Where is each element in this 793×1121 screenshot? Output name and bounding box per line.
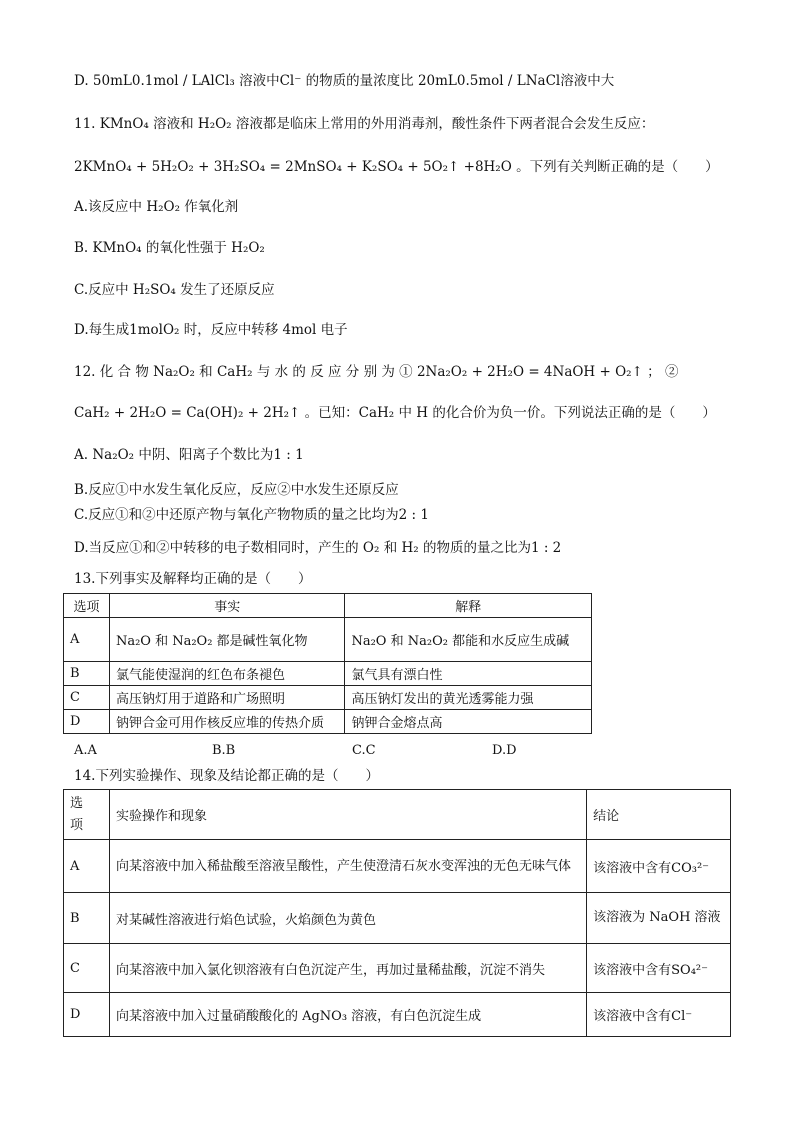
q12-option-a: A. Na₂O₂ 中阴、阳离子个数比为1 : 1 (74, 447, 304, 463)
q12-option-b: B.反应①中水发生氧化反应，反应②中水发生还原反应 (74, 482, 399, 498)
header-option: 选 项 (64, 790, 110, 840)
row-explanation: 高压钠灯发出的黄光透雾能力强 (345, 686, 592, 710)
choice-d: D.D (492, 743, 517, 758)
table-row (64, 618, 592, 662)
row-option: B (64, 893, 110, 944)
row-option: D (64, 710, 110, 734)
row-operation: 向某溶液中加入稀盐酸至溶液呈酸性，产生使澄清石灰水变浑浊的无色无味气体 (109, 840, 586, 893)
q14-table (63, 789, 731, 1037)
row-operation: 对某碱性溶液进行焰色试验，火焰颜色为黄色 (109, 893, 586, 944)
row-fact: Na₂O 和 Na₂O₂ 都是碱性氧化物 (109, 618, 345, 662)
table-header-row (64, 790, 731, 840)
q11-option-a: A.该反应中 H₂O₂ 作氧化剂 (74, 199, 239, 215)
header-explanation: 解释 (345, 594, 592, 618)
table-header-row (64, 594, 592, 618)
table-row (64, 662, 592, 686)
row-operation: 向某溶液中加入过量硝酸酸化的 AgNO₃ 溶液，有白色沉淀生成 (109, 993, 586, 1037)
choice-c: C.C (352, 743, 376, 758)
row-option: B (64, 662, 110, 686)
choice-a: A.A (74, 743, 97, 758)
q13-table (63, 593, 592, 734)
row-operation: 向某溶液中加入氯化钡溶液有白色沉淀产生，再加过量稀盐酸，沉淀不消失 (109, 944, 586, 993)
header-option: 选项 (64, 594, 110, 618)
row-option: A (64, 840, 110, 893)
table-row (64, 840, 731, 893)
q11-stem-line1: 11. KMnO₄ 溶液和 H₂O₂ 溶液都是临床上常用的外用消毒剂，酸性条件下两者混合会发生反应： (74, 116, 655, 132)
row-conclusion: 该溶液中含有SO₄²⁻ (587, 944, 731, 993)
q12-option-d: D.当反应①和②中转移的电子数相同时，产生的 O₂ 和 H₂ 的物质的量之比为1 : 2 (74, 540, 562, 556)
row-option: D (64, 993, 110, 1037)
table-row (64, 893, 731, 944)
table-row (64, 686, 592, 710)
header-operation: 实验操作和现象 (109, 790, 586, 840)
table-row (64, 710, 592, 734)
q11-option-d: D.每生成1molO₂ 时，反应中转移 4mol 电子 (74, 322, 348, 338)
q12-stem-line1: 12. 化 合 物 Na₂O₂ 和 CaH₂ 与 水 的 反 应 分 别 为 ① 2Na₂O₂ + 2H₂O = 4NaOH + O₂↑ ； ② (74, 364, 679, 380)
row-conclusion: 该溶液中含有Cl⁻ (587, 993, 731, 1037)
q11-option-c: C.反应中 H₂SO₄ 发生了还原反应 (74, 282, 275, 298)
header-conclusion: 结论 (587, 790, 731, 840)
row-explanation: 钠钾合金熔点高 (345, 710, 592, 734)
row-option: C (64, 944, 110, 993)
row-fact: 高压钠灯用于道路和广场照明 (109, 686, 345, 710)
q10-option-d: D. 50mL0.1mol / LAlCl₃ 溶液中Cl⁻ 的物质的量浓度比 20mL0.5mol / LNaCl溶液中大 (74, 73, 615, 89)
row-fact: 氯气能使湿润的红色布条褪色 (109, 662, 345, 686)
choice-b: B.B (212, 743, 236, 758)
q13-stem: 13.下列事实及解释均正确的是（ ） (74, 571, 312, 587)
row-option: A (64, 618, 110, 662)
q11-option-b: B. KMnO₄ 的氧化性强于 H₂O₂ (74, 240, 265, 256)
table-row (64, 993, 731, 1037)
table-row (64, 944, 731, 993)
q12-option-c: C.反应①和②中还原产物与氧化产物物质的量之比均为2 : 1 (74, 507, 429, 523)
header-fact: 事实 (109, 594, 345, 618)
row-explanation: Na₂O 和 Na₂O₂ 都能和水反应生成碱 (345, 618, 592, 662)
row-fact: 钠钾合金可用作核反应堆的传热介质 (109, 710, 345, 734)
q11-stem-line2: 2KMnO₄ + 5H₂O₂ + 3H₂SO₄ = 2MnSO₄ + K₂SO₄ + 5O₂↑ +8H₂O 。下列有关判断正确的是（ ） (74, 159, 719, 175)
row-conclusion: 该溶液为 NaOH 溶液 (587, 893, 731, 944)
q12-stem-line2: CaH₂ + 2H₂O = Ca(OH)₂ + 2H₂↑ 。已知：CaH₂ 中 H 的化合价为负一价。下列说法正确的是（ ） (74, 405, 716, 421)
row-conclusion: 该溶液中含有CO₃²⁻ (587, 840, 731, 893)
row-explanation: 氯气具有漂白性 (345, 662, 592, 686)
q14-stem: 14.下列实验操作、现象及结论都正确的是（ ） (74, 768, 379, 784)
row-option: C (64, 686, 110, 710)
